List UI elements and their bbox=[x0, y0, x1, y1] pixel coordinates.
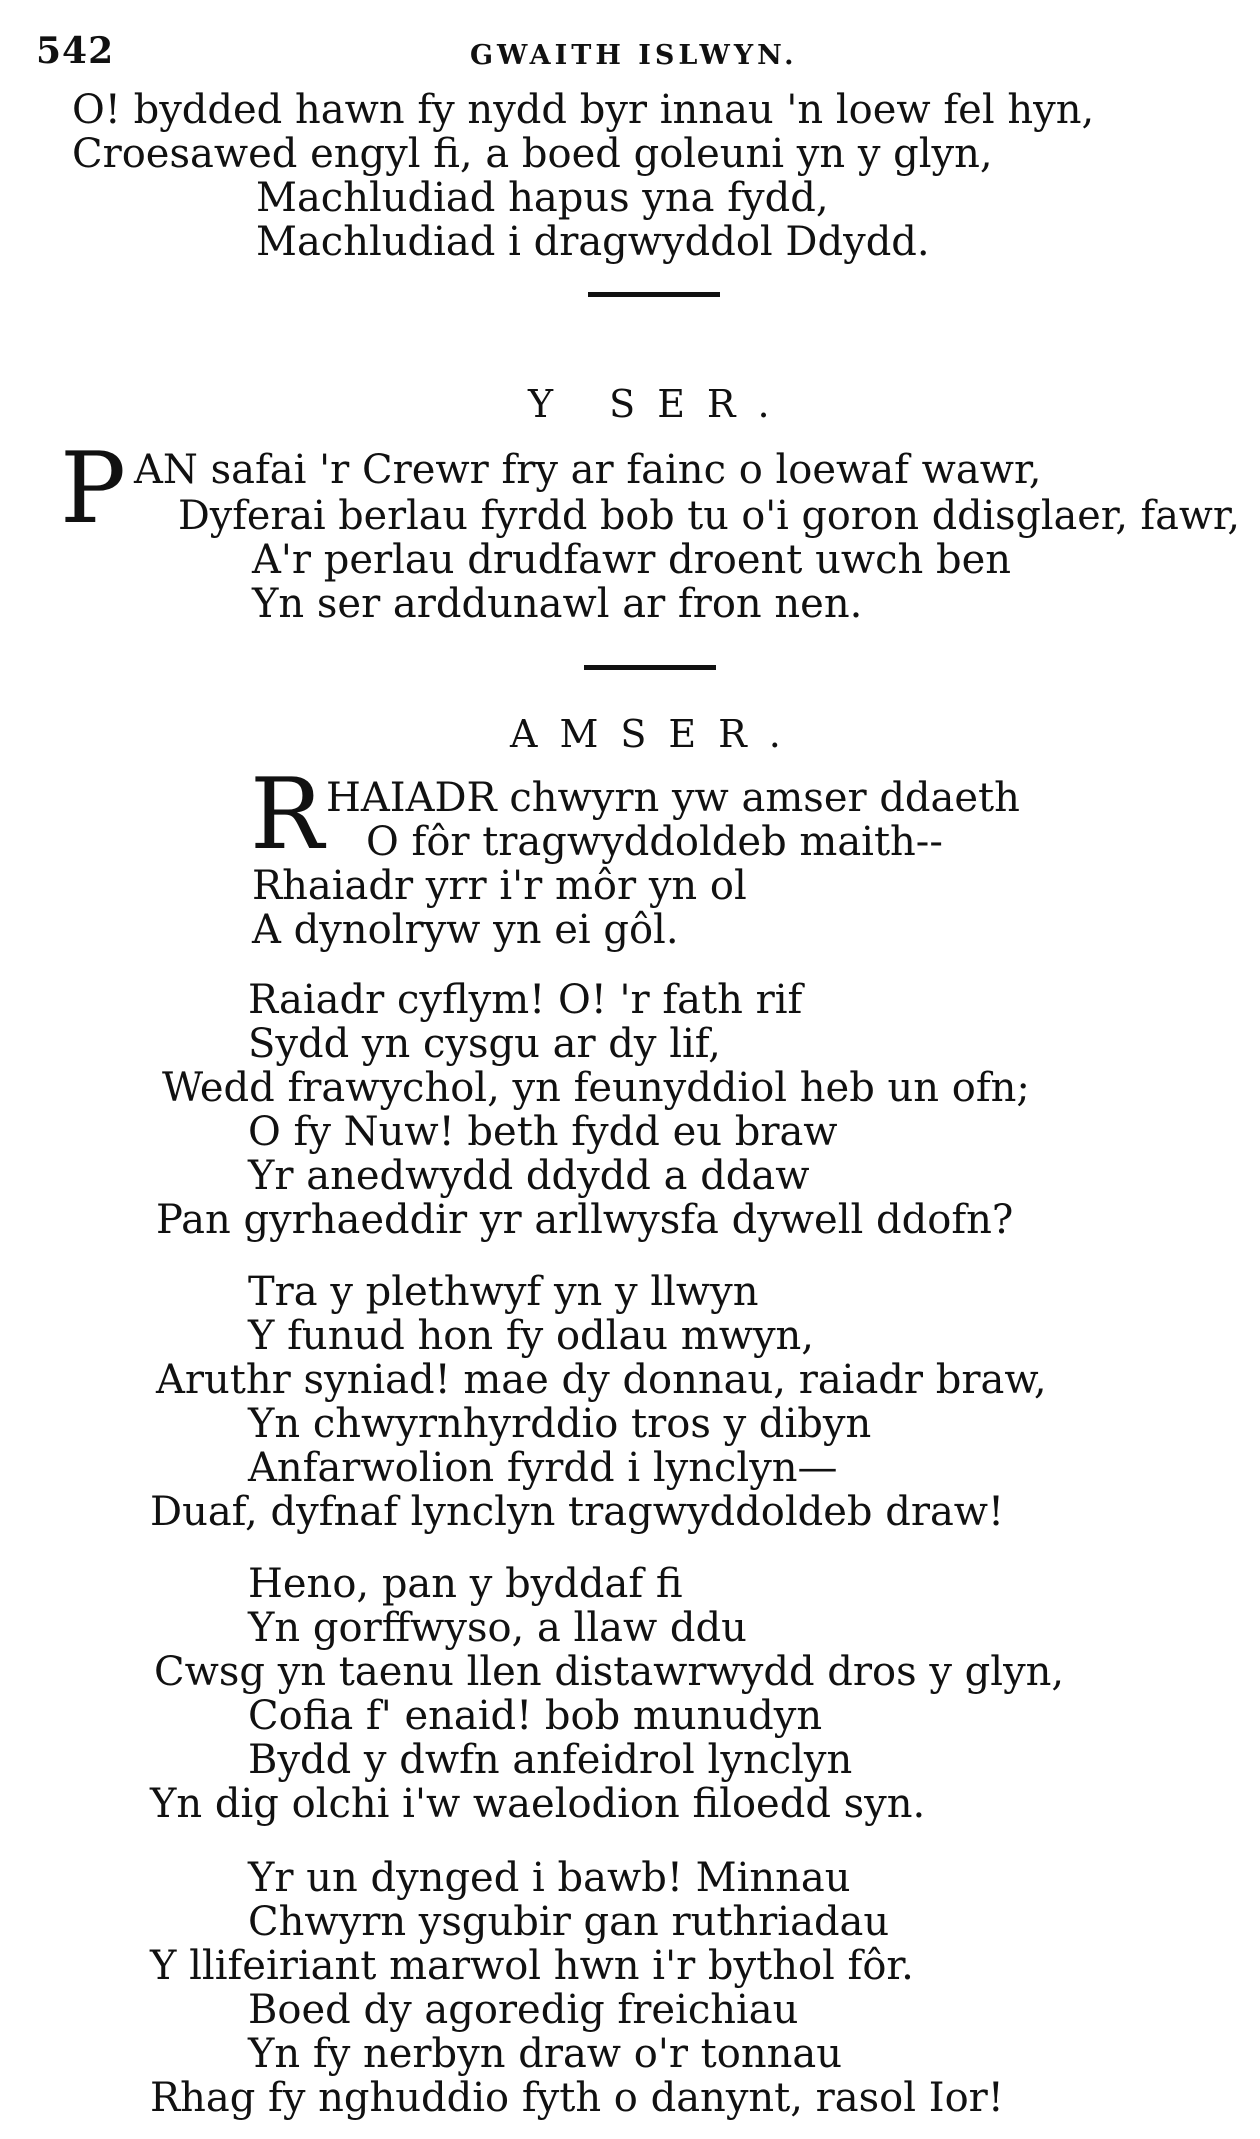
verse-line: A'r perlau drudfawr droent uwch ben bbox=[252, 537, 1012, 583]
page-number: 542 bbox=[36, 30, 115, 72]
poem-title: AMSER. bbox=[510, 712, 803, 756]
verse-line: Yn dig olchi i'w waelodion filoedd syn. bbox=[150, 1781, 926, 1827]
verse-line: Yn chwyrnhyrddio tros y dibyn bbox=[248, 1401, 872, 1447]
verse-line: Cwsg yn taenu llen distawrwydd dros y glyn, bbox=[154, 1649, 1065, 1695]
verse-line: AN safai 'r Crewr fry ar fainc o loewaf wawr, bbox=[134, 447, 1042, 493]
verse-line: Machludiad i dragwyddol Ddydd. bbox=[256, 219, 930, 265]
verse-line: Boed dy agoredig freichiau bbox=[248, 1987, 799, 2033]
verse-line: Sydd yn cysgu ar dy lif, bbox=[248, 1021, 721, 1067]
poem-title: Y SER. bbox=[528, 382, 792, 426]
verse-line: Yr anedwydd ddydd a ddaw bbox=[248, 1153, 810, 1199]
verse-line: Cofia f' enaid! bob munudyn bbox=[248, 1693, 823, 1739]
verse-line: Wedd frawychol, yn feunyddiol heb un ofn; bbox=[162, 1065, 1030, 1111]
verse-line: Yn fy nerbyn draw o'r tonnau bbox=[248, 2031, 842, 2077]
verse-line: Yn gorffwyso, a llaw ddu bbox=[248, 1605, 747, 1651]
verse-line: Duaf, dyfnaf lynclyn tragwyddoldeb draw! bbox=[150, 1489, 1005, 1535]
verse-line: Bydd y dwfn anfeidrol lynclyn bbox=[248, 1737, 853, 1783]
verse-line: O fy Nuw! beth fydd eu braw bbox=[248, 1109, 838, 1155]
verse-line: O! bydded hawn fy nydd byr innau 'n loew fel hyn, bbox=[72, 87, 1095, 133]
verse-line: Anfarwolion fyrdd i lynclyn— bbox=[248, 1445, 838, 1491]
verse-line: Yn ser arddunawl ar fron nen. bbox=[252, 581, 863, 627]
verse-line: Yr un dynged i bawb! Minnau bbox=[248, 1855, 851, 1901]
verse-line: A dynolryw yn ei gôl. bbox=[252, 907, 679, 953]
verse-line: Chwyrn ysgubir gan ruthriadau bbox=[248, 1899, 890, 1945]
running-title: GWAITH ISLWYN. bbox=[470, 40, 798, 71]
verse-line: Aruthr syniad! mae dy donnau, raiadr braw, bbox=[156, 1357, 1047, 1403]
drop-cap: P bbox=[60, 432, 126, 546]
verse-line: Pan gyrhaeddir yr arllwysfa dywell ddofn? bbox=[156, 1197, 1014, 1243]
verse-line: Heno, pan y byddaf fi bbox=[248, 1561, 683, 1607]
verse-line: Y funud hon fy odlau mwyn, bbox=[248, 1313, 815, 1359]
verse-line: Machludiad hapus yna fydd, bbox=[256, 175, 829, 221]
verse-line: Y llifeiriant marwol hwn i'r bythol fôr. bbox=[150, 1943, 914, 1989]
verse-line: O fôr tragwyddoldeb maith-- bbox=[366, 819, 943, 865]
verse-line: HAIADR chwyrn yw amser ddaeth bbox=[326, 775, 1020, 821]
drop-cap: R bbox=[250, 758, 324, 872]
verse-line: Croesawed engyl fi, a boed goleuni yn y glyn, bbox=[72, 131, 993, 177]
verse-line: Rhag fy nghuddio fyth o danynt, rasol Ior! bbox=[150, 2075, 1004, 2121]
verse-line: Dyferai berlau fyrdd bob tu o'i goron ddisglaer, fawr, bbox=[178, 493, 1241, 539]
verse-line: Rhaiadr yrr i'r môr yn ol bbox=[252, 863, 747, 909]
section-divider bbox=[588, 292, 720, 297]
verse-line: Raiadr cyflym! O! 'r fath rif bbox=[248, 977, 803, 1023]
section-divider bbox=[584, 665, 716, 670]
verse-line: Tra y plethwyf yn y llwyn bbox=[248, 1269, 759, 1315]
